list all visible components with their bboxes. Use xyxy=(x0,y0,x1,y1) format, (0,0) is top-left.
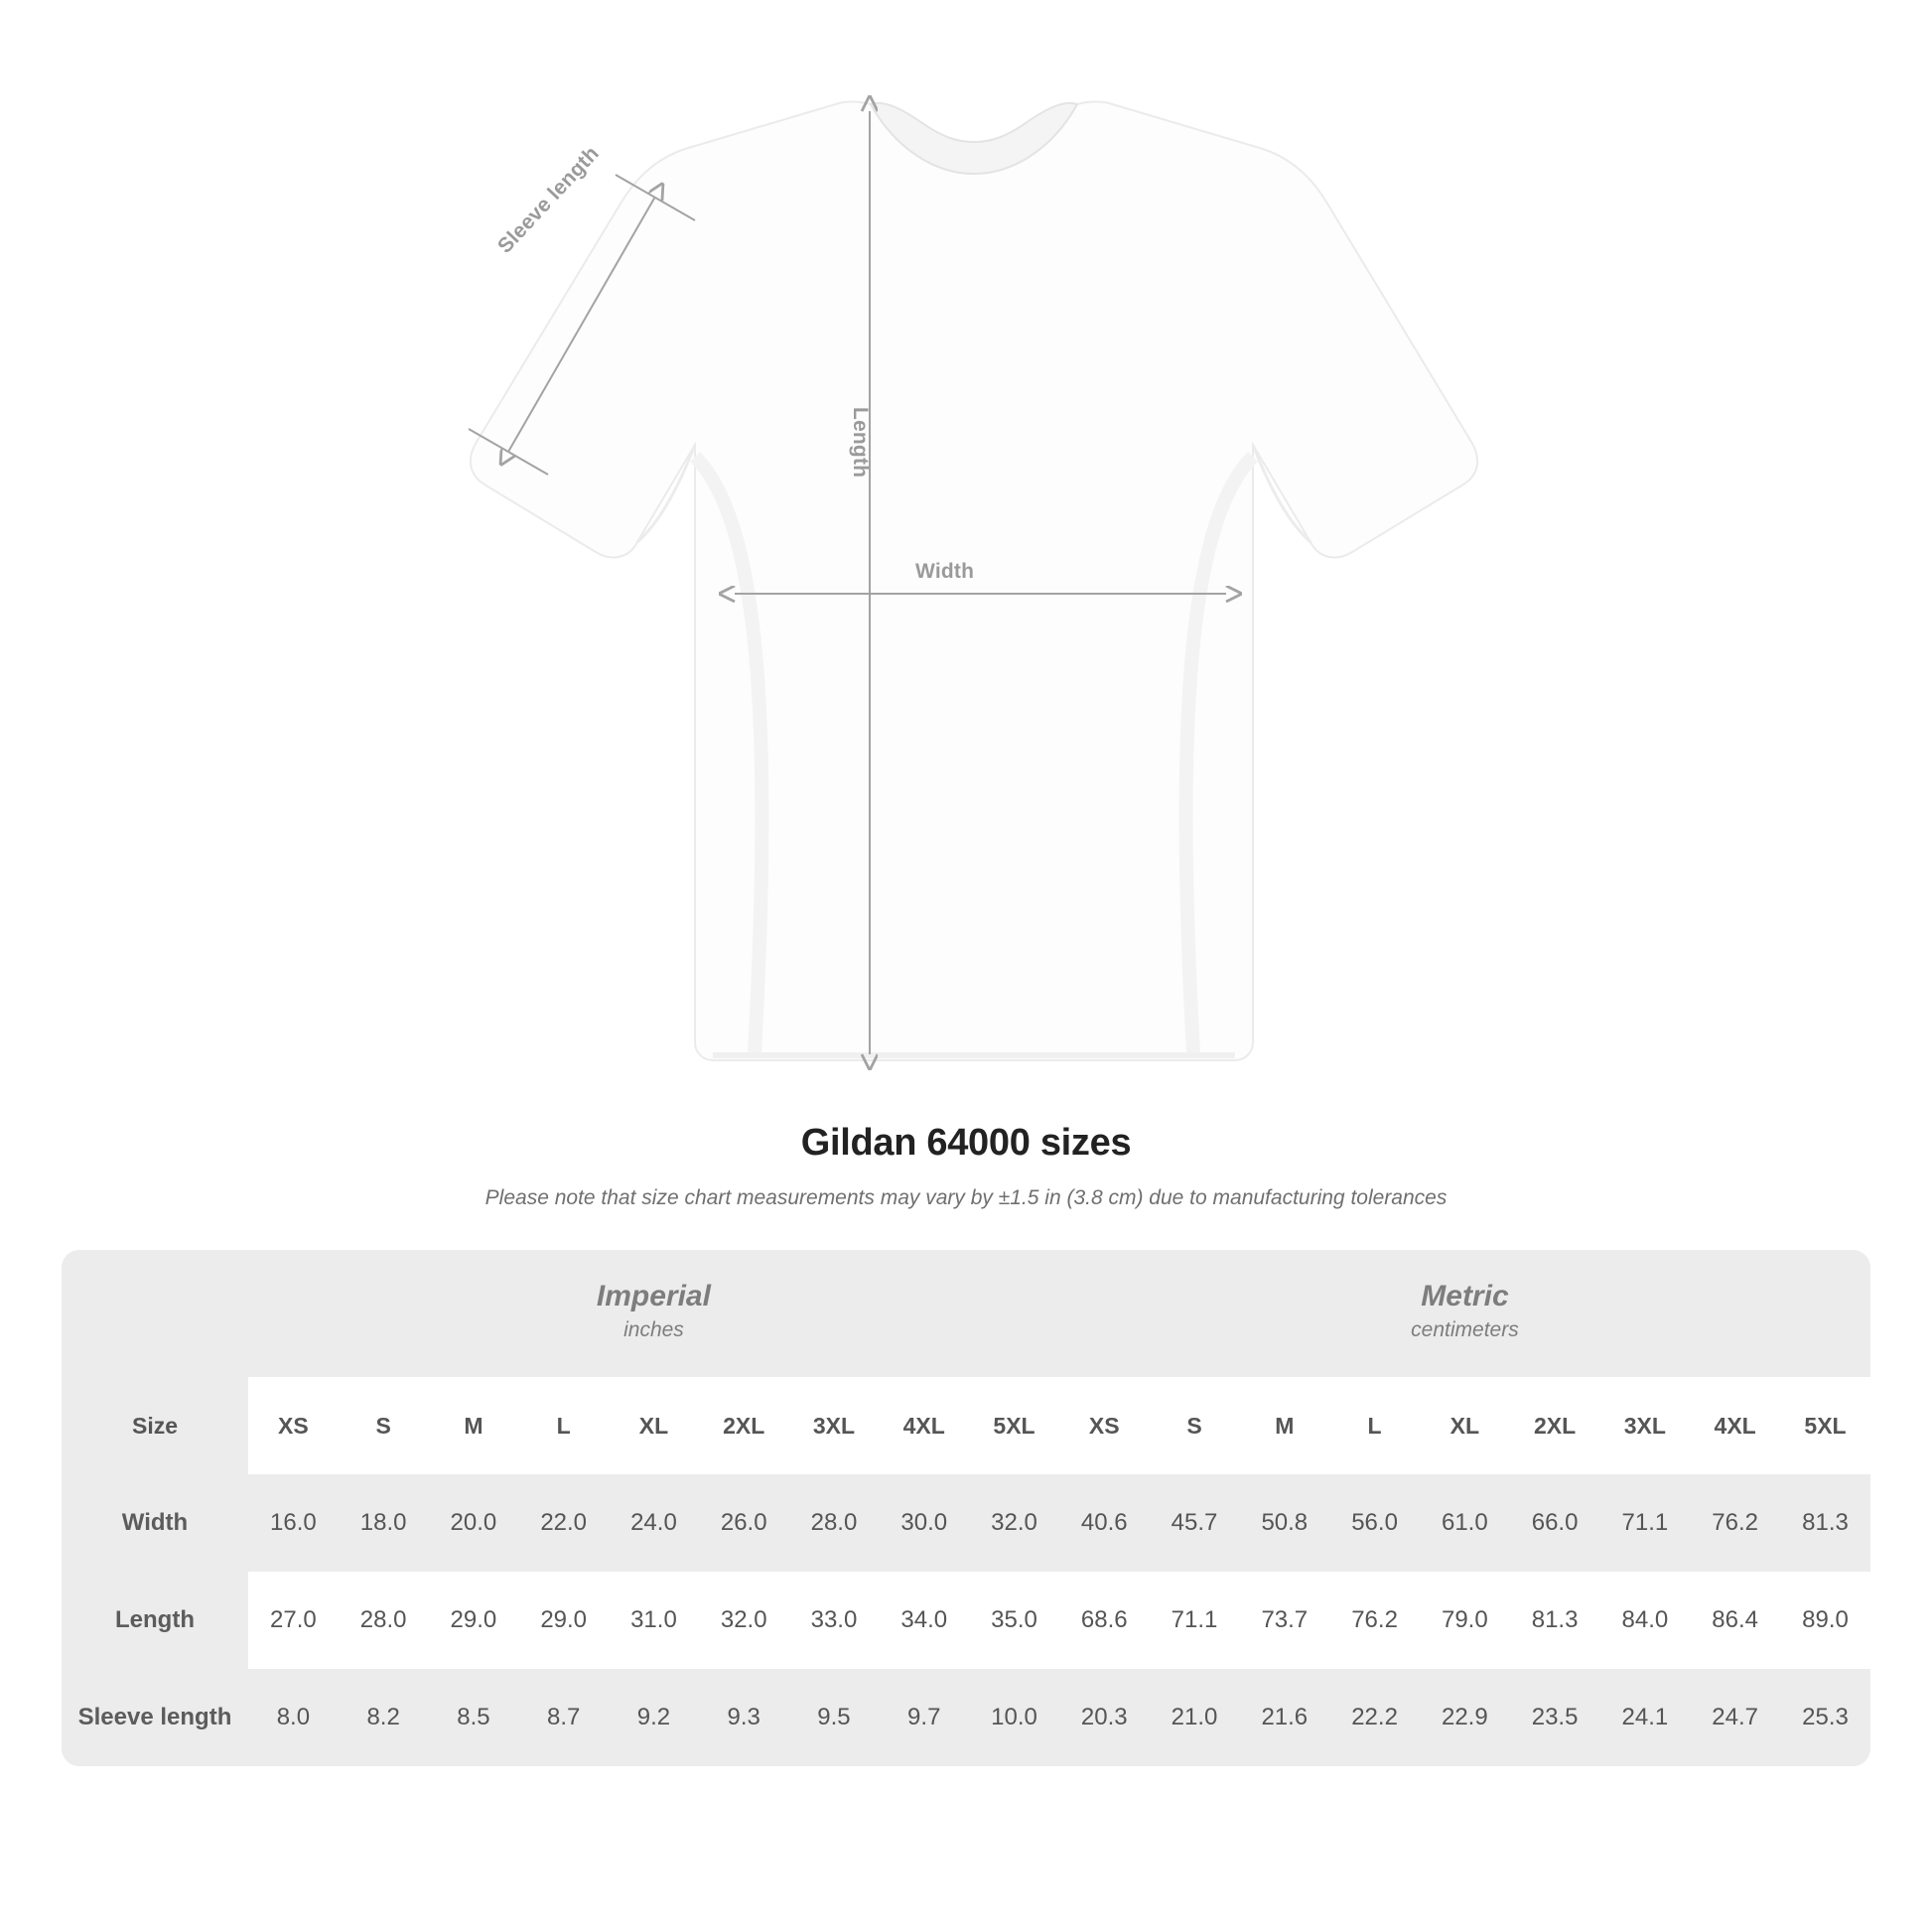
width-metric-4xl: 76.2 xyxy=(1690,1474,1780,1572)
width-metric-xs: 40.6 xyxy=(1059,1474,1150,1572)
size-header-imperial-5xl: 5XL xyxy=(969,1377,1059,1474)
unit-row-corner xyxy=(62,1250,248,1377)
size-header-imperial-xl: XL xyxy=(609,1377,699,1474)
length-metric-5xl: 89.0 xyxy=(1780,1572,1870,1669)
sleeve-imperial-5xl: 10.0 xyxy=(969,1669,1059,1766)
sleeve-metric-xs: 20.3 xyxy=(1059,1669,1150,1766)
size-corner-label: Size xyxy=(62,1377,248,1474)
width-imperial-4xl: 30.0 xyxy=(879,1474,969,1572)
size-header-imperial-xs: XS xyxy=(248,1377,339,1474)
length-metric-xl: 79.0 xyxy=(1420,1572,1510,1669)
unit-header-row xyxy=(62,1250,1870,1377)
length-metric-m: 73.7 xyxy=(1239,1572,1329,1669)
length-imperial-4xl: 34.0 xyxy=(879,1572,969,1669)
size-header-imperial-2xl: 2XL xyxy=(699,1377,789,1474)
sleeve-metric-5xl: 25.3 xyxy=(1780,1669,1870,1766)
length-imperial-s: 28.0 xyxy=(339,1572,429,1669)
length-imperial-5xl: 35.0 xyxy=(969,1572,1059,1669)
sleeve-imperial-2xl: 9.3 xyxy=(699,1669,789,1766)
size-header-imperial-s: S xyxy=(339,1377,429,1474)
imperial-unit-name: Imperial xyxy=(596,1279,711,1312)
length-metric-s: 71.1 xyxy=(1150,1572,1240,1669)
size-header-metric-xl: XL xyxy=(1420,1377,1510,1474)
width-metric-3xl: 71.1 xyxy=(1599,1474,1690,1572)
size-header-metric-2xl: 2XL xyxy=(1510,1377,1600,1474)
sleeve-imperial-m: 8.5 xyxy=(429,1669,519,1766)
size-header-metric-4xl: 4XL xyxy=(1690,1377,1780,1474)
length-metric-l: 76.2 xyxy=(1329,1572,1420,1669)
length-imperial-xs: 27.0 xyxy=(248,1572,339,1669)
width-metric-2xl: 66.0 xyxy=(1510,1474,1600,1572)
title-block xyxy=(0,1122,1932,1210)
size-header-metric-s: S xyxy=(1150,1377,1240,1474)
length-imperial-xl: 31.0 xyxy=(609,1572,699,1669)
row-label-length: Length xyxy=(62,1572,248,1669)
size-header-imperial-4xl: 4XL xyxy=(879,1377,969,1474)
size-header-metric-l: L xyxy=(1329,1377,1420,1474)
width-metric-xl: 61.0 xyxy=(1420,1474,1510,1572)
width-metric-5xl: 81.3 xyxy=(1780,1474,1870,1572)
sleeve-metric-4xl: 24.7 xyxy=(1690,1669,1780,1766)
width-imperial-s: 18.0 xyxy=(339,1474,429,1572)
table-row-sleeve-length xyxy=(62,1669,1870,1766)
width-imperial-2xl: 26.0 xyxy=(699,1474,789,1572)
width-metric-s: 45.7 xyxy=(1150,1474,1240,1572)
length-imperial-3xl: 33.0 xyxy=(789,1572,880,1669)
width-metric-l: 56.0 xyxy=(1329,1474,1420,1572)
imperial-unit-sub: inches xyxy=(623,1318,684,1342)
length-metric-3xl: 84.0 xyxy=(1599,1572,1690,1669)
width-imperial-3xl: 28.0 xyxy=(789,1474,880,1572)
tolerance-note: Please note that size chart measurements may vary by ±1.5 in (3.8 cm) due to manufacturing tolerances xyxy=(484,1186,1448,1209)
width-metric-m: 50.8 xyxy=(1239,1474,1329,1572)
sleeve-metric-l: 22.2 xyxy=(1329,1669,1420,1766)
size-header-metric-xs: XS xyxy=(1059,1377,1150,1474)
sleeve-imperial-l: 8.7 xyxy=(518,1669,609,1766)
length-metric-4xl: 86.4 xyxy=(1690,1572,1780,1669)
width-imperial-xs: 16.0 xyxy=(248,1474,339,1572)
length-dimension-label: Length xyxy=(849,407,872,479)
size-table-container xyxy=(62,1250,1870,1766)
size-header-metric-5xl: 5XL xyxy=(1780,1377,1870,1474)
table-row-width xyxy=(62,1474,1870,1572)
length-metric-xs: 68.6 xyxy=(1059,1572,1150,1669)
sleeve-metric-xl: 22.9 xyxy=(1420,1669,1510,1766)
sleeve-imperial-s: 8.2 xyxy=(339,1669,429,1766)
sleeve-imperial-3xl: 9.5 xyxy=(789,1669,880,1766)
page-title: Gildan 64000 sizes xyxy=(800,1122,1132,1164)
sleeve-length-dimension-label: Sleeve length xyxy=(493,142,604,258)
metric-unit-sub: centimeters xyxy=(1411,1318,1519,1342)
width-imperial-l: 22.0 xyxy=(518,1474,609,1572)
row-label-sleeve-length: Sleeve length xyxy=(62,1669,248,1766)
width-imperial-m: 20.0 xyxy=(429,1474,519,1572)
sleeve-metric-m: 21.6 xyxy=(1239,1669,1329,1766)
sleeve-imperial-4xl: 9.7 xyxy=(879,1669,969,1766)
table-row-length xyxy=(62,1572,1870,1669)
length-imperial-2xl: 32.0 xyxy=(699,1572,789,1669)
sleeve-imperial-xs: 8.0 xyxy=(248,1669,339,1766)
size-header-row xyxy=(62,1377,1870,1474)
size-header-metric-3xl: 3XL xyxy=(1599,1377,1690,1474)
row-label-width: Width xyxy=(62,1474,248,1572)
length-imperial-m: 29.0 xyxy=(429,1572,519,1669)
size-header-imperial-l: L xyxy=(518,1377,609,1474)
sleeve-metric-3xl: 24.1 xyxy=(1599,1669,1690,1766)
size-header-imperial-m: M xyxy=(429,1377,519,1474)
imperial-unit-header xyxy=(248,1250,1059,1377)
length-imperial-l: 29.0 xyxy=(518,1572,609,1669)
size-header-imperial-3xl: 3XL xyxy=(789,1377,880,1474)
sleeve-metric-s: 21.0 xyxy=(1150,1669,1240,1766)
width-dimension-label: Width xyxy=(915,560,975,583)
size-header-metric-m: M xyxy=(1239,1377,1329,1474)
size-table xyxy=(62,1250,1870,1766)
metric-unit-header xyxy=(1059,1250,1870,1377)
sleeve-imperial-xl: 9.2 xyxy=(609,1669,699,1766)
width-imperial-5xl: 32.0 xyxy=(969,1474,1059,1572)
width-imperial-xl: 24.0 xyxy=(609,1474,699,1572)
length-metric-2xl: 81.3 xyxy=(1510,1572,1600,1669)
metric-unit-name: Metric xyxy=(1421,1279,1509,1312)
sleeve-metric-2xl: 23.5 xyxy=(1510,1669,1600,1766)
